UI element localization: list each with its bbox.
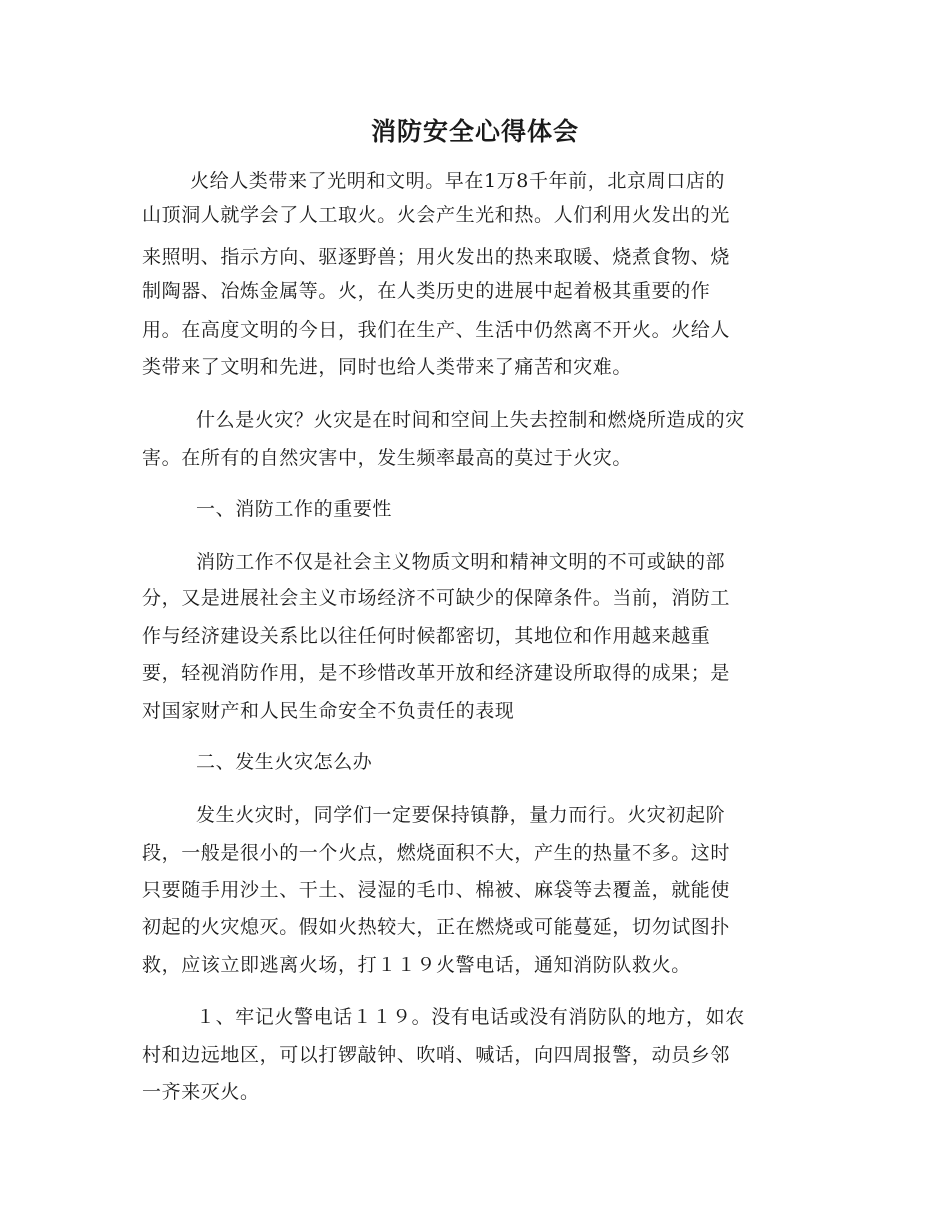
paragraph-5-line-2: 村和边远地区，可以打锣敲钟、吹哨、喊话，向四周报警，动员乡邻 [142, 1044, 731, 1066]
paragraph-4-line-4: 初起的火灾熄灭。假如火热较大，正在燃烧或可能蔓延，切勿试图扑 [142, 916, 731, 938]
paragraph-4-line-1: 发生火灾时，同学们一定要保持镇静，量力而行。火灾初起阶 [196, 804, 726, 826]
paragraph-3-line-5: 对国家财产和人民生命安全不负责任的表现 [142, 700, 515, 722]
section-heading-1: 一、消防工作的重要性 [196, 498, 393, 520]
paragraph-1-line-4: 制陶器、冶炼金属等。火，在人类历史的进展中起着极其重要的作 [142, 280, 711, 302]
section-heading-2: 二、发生火灾怎么办 [196, 751, 373, 773]
paragraph-5-line-3: 一齐来灭火。 [142, 1081, 260, 1103]
paragraph-1-line-6: 类带来了文明和先进，同时也给人类带来了痛苦和灾难。 [142, 356, 633, 378]
paragraph-5-line-1: １、牢记火警电话１１９。没有电话或没有消防队的地方，如农 [196, 1006, 745, 1028]
paragraph-3-line-1: 消防工作不仅是社会主义物质文明和精神文明的不可或缺的部 [196, 551, 726, 573]
paragraph-4-line-2: 段，一般是很小的一个火点，燃烧面积不大，产生的热量不多。这时 [142, 842, 731, 864]
paragraph-3-line-4: 要，轻视消防作用，是不珍惜改革开放和经济建设所取得的成果；是 [142, 662, 731, 684]
paragraph-2-line-2: 害。在所有的自然灾害中，发生频率最高的莫过于火灾。 [142, 447, 633, 469]
paragraph-1-line-3: 来照明、指示方向、驱逐野兽；用火发出的热来取暖、烧煮食物、烧 [142, 246, 731, 268]
document-title: 消防安全心得体会 [370, 117, 579, 146]
paragraph-3-line-3: 作与经济建设关系比以往任何时候都密切，其地位和作用越来越重 [142, 625, 711, 647]
paragraph-1-line-1: 火给人类带来了光明和文明。早在1万8千年前，北京周口店的 [190, 170, 725, 192]
paragraph-2-line-1: 什么是火灾？火灾是在时间和空间上失去控制和燃烧所造成的灾 [196, 409, 745, 431]
paragraph-4-line-5: 救，应该立即逃离火场，打１１９火警电话，通知消防队救火。 [142, 954, 691, 976]
paragraph-1-line-5: 用。在高度文明的今日，我们在生产、生活中仍然离不开火。火给人 [142, 319, 731, 341]
paragraph-3-line-2: 分，又是进展社会主义市场经济不可缺少的保障条件。当前，消防工 [142, 587, 731, 609]
paragraph-4-line-3: 只要随手用沙土、干土、浸湿的毛巾、棉被、麻袋等去覆盖，就能使 [142, 879, 731, 901]
paragraph-1-line-2: 山顶洞人就学会了人工取火。火会产生光和热。人们利用火发出的光 [142, 204, 731, 226]
